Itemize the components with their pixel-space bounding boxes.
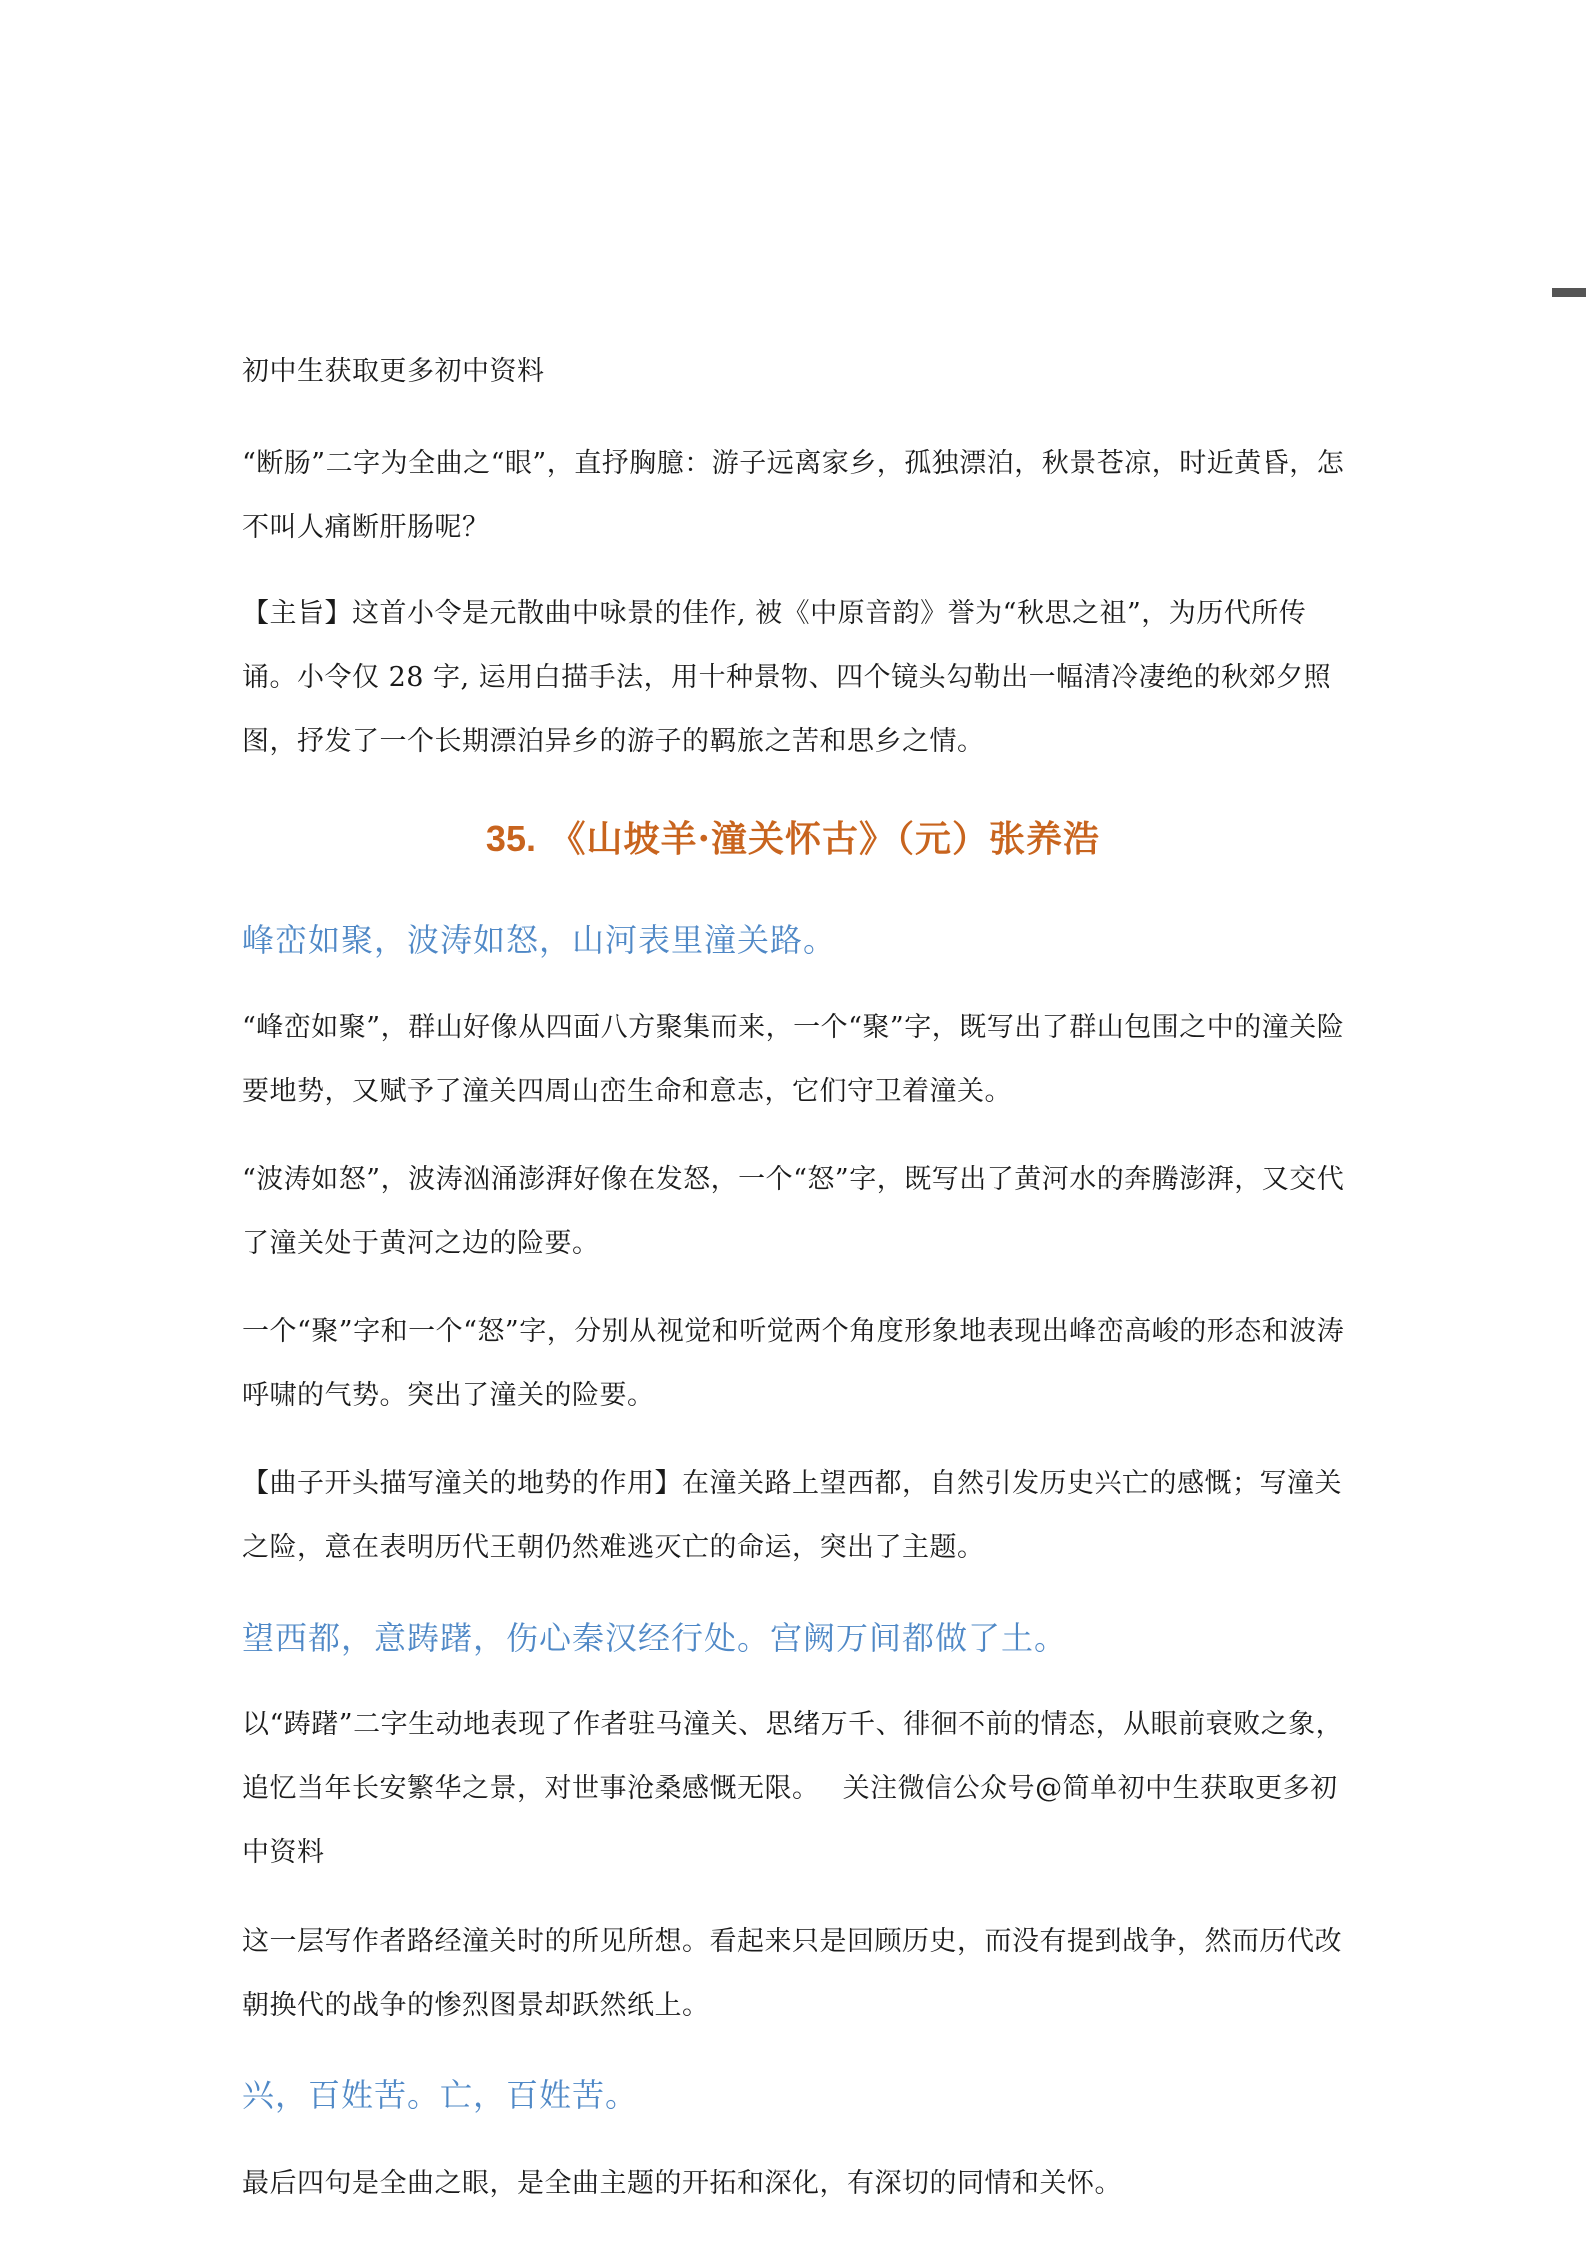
section-heading bbox=[0, 814, 1586, 864]
paragraph-fengluan-note: “峰峦如聚”，群山好像从四面八方聚集而来，一个“聚”字，既写出了群山包围之中的潼关险要地势，又赋予了潼关四周山峦生命和意志，它们守卫着潼关。 bbox=[242, 1012, 1345, 1107]
paragraph-zuihou-note: 最后四句是全曲之眼，是全曲主题的开拓和深化，有深切的同情和关怀。 bbox=[242, 2168, 1122, 2199]
paragraph-zhuzhi: 【主旨】这首小令是元散曲中咏景的佳作, 被《中原音韵》誉为“秋思之祖”，为历代所传诵。小令仅 28 字, 运用白描手法，用十种景物、四个镜头勾勒出一幅清冷凄绝的秋郊夕照图，抒发了一个长期漂泊异乡的游子的羁旅之苦和思乡之情。 bbox=[242, 598, 1332, 757]
paragraph-chouchu-note: 以“踌躇”二字生动地表现了作者驻马潼关、思绪万千、徘徊不前的情态，从眼前衰败之象，追忆当年长安繁华之景，对世事沧桑感慨无限。 关注微信公众号@简单初中生获取更多初中资料 bbox=[242, 1709, 1344, 1868]
paragraph-botao-note: “波涛如怒”，波涛汹涌澎湃好像在发怒，一个“怒”字，既写出了黄河水的奔腾澎湃，又交代了潼关处于黄河之边的险要。 bbox=[242, 1164, 1345, 1259]
paragraph-yiceng-note: 这一层写作者路经潼关时的所见所想。看起来只是回顾历史，而没有提到战争，然而历代改朝换代的战争的惨烈图景却跃然纸上。 bbox=[242, 1926, 1342, 2021]
header-line: 初中生获取更多初中资料 bbox=[242, 356, 545, 387]
paragraph-ju-nu-note: 一个“聚”字和一个“怒”字，分别从视觉和听觉两个角度形象地表现出峰峦高峻的形态和波涛呼啸的气势。突出了潼关的险要。 bbox=[242, 1316, 1345, 1411]
page-edge-marker bbox=[1552, 288, 1586, 297]
paragraph-duanchang-note: “断肠”二字为全曲之“眼”，直抒胸臆：游子远离家乡，孤独漂泊，秋景苍凉，时近黄昏，怎不叫人痛断肝肠呢？ bbox=[242, 448, 1345, 543]
paragraph-kaitou-note: 【曲子开头描写潼关的地势的作用】在潼关路上望西都，自然引发历史兴亡的感慨；写潼关之险，意在表明历代王朝仍然难逃灭亡的命运，突出了主题。 bbox=[242, 1468, 1342, 1563]
section-title: 《山坡羊·潼关怀古》（元）张养浩 bbox=[549, 818, 1101, 860]
verse-line-1: 峰峦如聚，波涛如怒，山河表里潼关路。 bbox=[242, 921, 837, 959]
verse-line-3: 兴，百姓苦。亡，百姓苦。 bbox=[242, 2076, 639, 2114]
verse-line-2: 望西都，意踌躇，伤心秦汉经行处。宫阙万间都做了土。 bbox=[242, 1619, 1068, 1657]
section-number: 35. bbox=[485, 818, 536, 859]
